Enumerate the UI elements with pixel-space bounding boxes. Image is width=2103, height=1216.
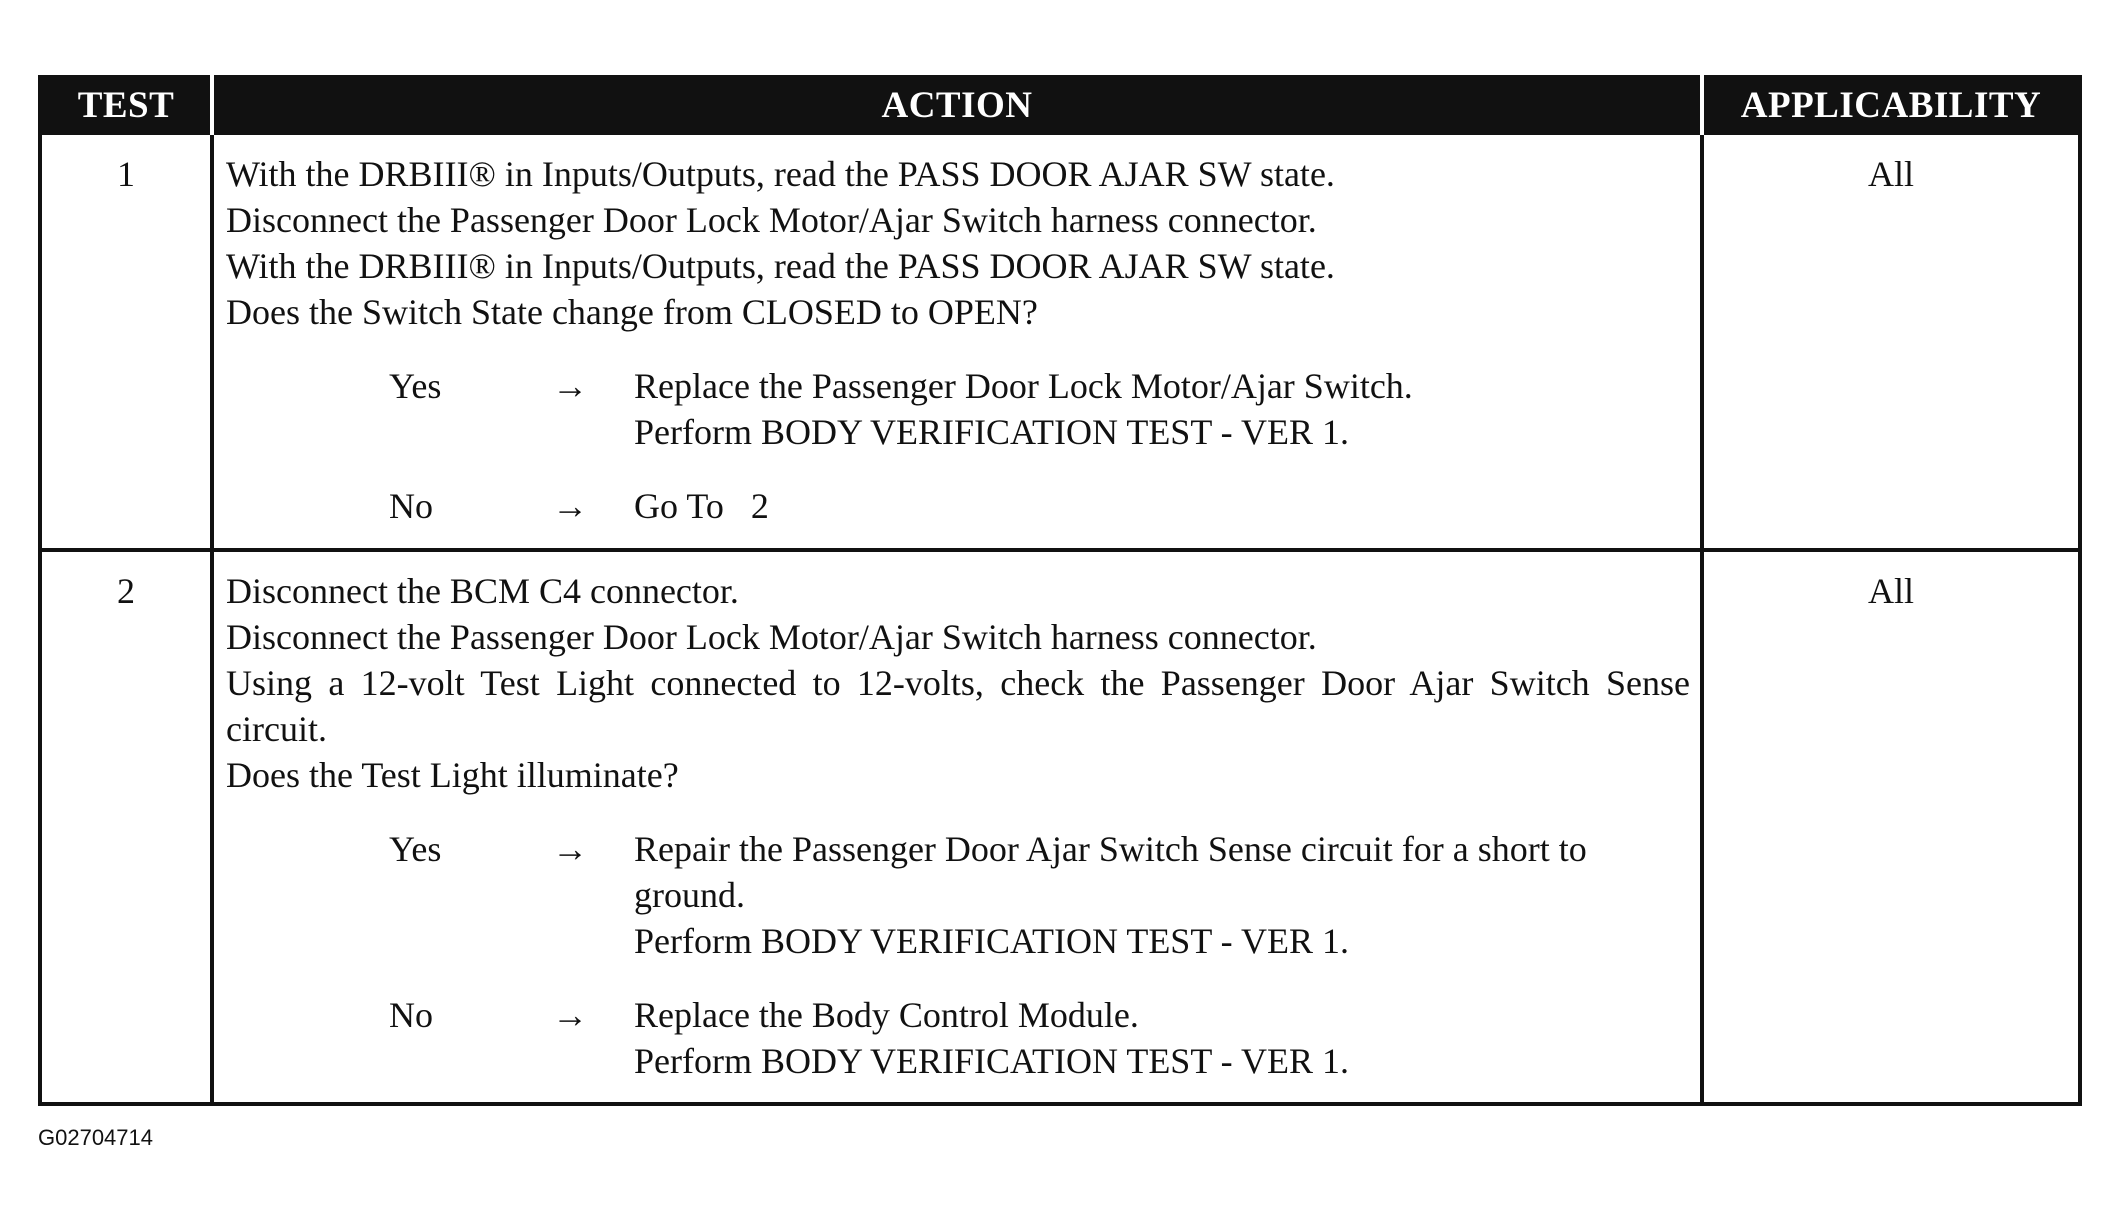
action-step: With the DRBIII® in Inputs/Outputs, read the PASS DOOR AJAR SW state. [226,154,1335,194]
result-body [634,992,1690,1084]
result-line: Replace the Passenger Door Lock Motor/Ajar Switch. [634,366,1413,406]
action-step: Does the Switch State change from CLOSED to OPEN? [226,292,1038,332]
right-arrow-icon: → [552,995,588,1035]
header-applicability: APPLICABILITY [1702,77,2080,133]
test-number: 2 [40,550,212,1104]
diagnostic-test-table [38,75,2082,1106]
action-cell [212,133,1702,550]
table-header-row [40,77,2080,133]
result-yes [226,363,1690,455]
result-line: Replace the Body Control Module. [634,995,1139,1035]
result-label: Yes [389,366,442,406]
result-label: No [389,486,433,526]
action-cell [212,550,1702,1104]
result-line: Perform BODY VERIFICATION TEST - VER 1. [634,412,1350,452]
result-line: Go To 2 [634,486,769,526]
action-step: Disconnect the Passenger Door Lock Motor/Ajar Switch harness connector. [226,200,1317,240]
result-line: Perform BODY VERIFICATION TEST - VER 1. [634,1041,1350,1081]
action-step: Using a 12-volt Test Light connected to 12-volts, check the Passenger Door Ajar Switch Sense circuit. [226,663,1690,749]
right-arrow-icon: → [552,486,588,526]
action-step: Does the Test Light illuminate? [226,755,679,795]
applicability-value: All [1702,133,2080,550]
result-no [226,483,1690,529]
result-body [634,483,1690,529]
result-line: Perform BODY VERIFICATION TEST - VER 1. [634,921,1350,961]
result-body [634,363,1690,455]
right-arrow-icon: → [552,829,588,869]
figure-id: G02704714 [38,1125,153,1150]
table-row [40,133,2080,550]
right-arrow-icon: → [552,366,588,406]
result-yes [226,826,1690,964]
action-step: Disconnect the Passenger Door Lock Motor/Ajar Switch harness connector. [226,617,1317,657]
header-test: TEST [40,77,212,133]
header-action: ACTION [212,77,1702,133]
test-number: 1 [40,133,212,550]
result-no [226,992,1690,1084]
result-label: Yes [389,829,442,869]
table-row [40,550,2080,1104]
action-step: With the DRBIII® in Inputs/Outputs, read the PASS DOOR AJAR SW state. [226,246,1335,286]
result-body [634,826,1690,964]
action-step: Disconnect the BCM C4 connector. [226,571,739,611]
result-label: No [389,995,433,1035]
result-line: Repair the Passenger Door Ajar Switch Sense circuit for a short to ground. [634,829,1587,915]
applicability-value: All [1702,550,2080,1104]
